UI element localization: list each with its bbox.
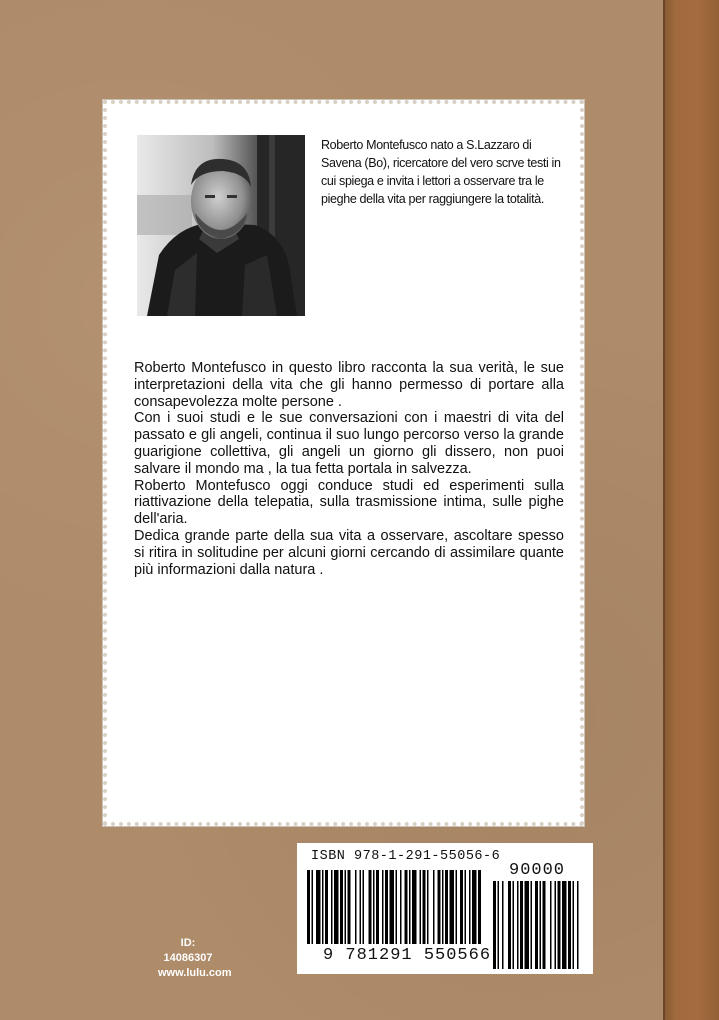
back-cover-text-panel xyxy=(103,100,584,826)
book-spine xyxy=(665,0,719,1020)
description-paragraph: Roberto Montefusco in questo libro racconta la sua verità, le sue interpretazioni della vita che gli hanno permesso di portare alla consapevolezza molte persone . xyxy=(134,360,564,410)
barcode-ean-digits: 9 781291 550566 xyxy=(323,946,492,965)
isbn-label: ISBN 978-1-291-55056-6 xyxy=(311,849,501,864)
publisher-url: www.lulu.com xyxy=(158,967,232,979)
author-photo xyxy=(137,135,305,316)
author-bio: Roberto Montefusco nato a S.Lazzaro di Savena (Bo), ricercatore del vero scrve testi in cui spiega e invita i lettori a osservare tra le pieghe della vita per raggiungere la totalità. xyxy=(321,138,561,206)
description-paragraph: Roberto Montefusco oggi conduce studi ed esperimenti sulla riattivazione della telepatia, sulla trasmissione intima, sulle pighe dell'aria. xyxy=(134,477,564,528)
isbn-barcode xyxy=(297,843,593,974)
publisher-info xyxy=(158,936,232,981)
publisher-id: ID: 14086307 xyxy=(163,937,213,964)
book-description xyxy=(134,360,564,578)
author-portrait-icon xyxy=(137,135,305,316)
description-paragraph: Dedica grande parte della sua vita a osservare, ascoltare spesso si ritira in solitudine per alcuni giorni cercando di assimilare quante più informazioni dalla natura . xyxy=(134,527,564,578)
barcode-addon-digits: 90000 xyxy=(509,861,566,880)
description-paragraph: Con i suoi studi e le sue conversazioni con i maestri di vita del passato e gli angeli, continua il suo lungo percorso verso la grande guarigione collettiva, gli angeli un giorno gli dissero, non puoi salvare il mondo ma , la tua fetta portala in salvezza. xyxy=(134,410,564,477)
